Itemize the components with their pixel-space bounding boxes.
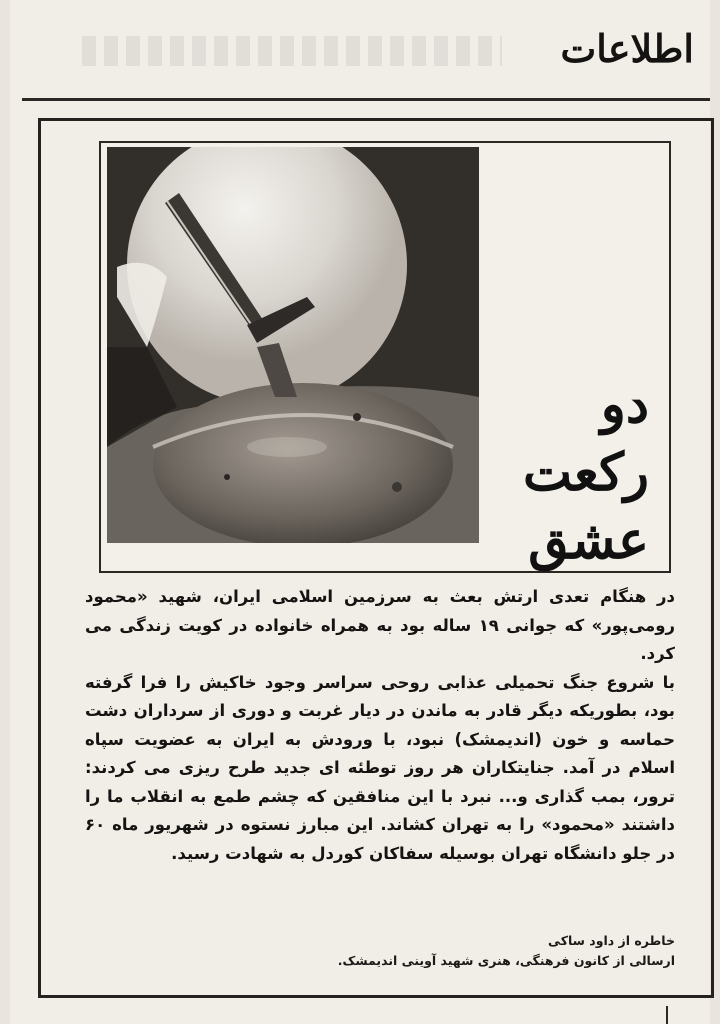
credits [85,931,675,971]
masthead [22,6,710,101]
newspaper-clipping [10,0,710,1024]
article-paragraph: در هنگام تعدی ارتش بعث به سرزمین اسلامی ایران، شهید «محمود رومی‌پور» که جوانی ۱۹ ساله بود به همراه خانواده در کویت زندگی می کرد. [85,587,675,663]
photo-box [99,141,671,573]
column-rule [666,1006,668,1024]
newspaper-title: اطلاعات [560,26,694,71]
bleed-through-text [82,36,502,66]
headline-line-3: عشق [528,510,649,571]
sender-credit: ارسالی از کانون فرهنگی، هنری شهید آوینی اندیمشک. [337,953,675,968]
memoir-credit: خاطره از داود ساکی [548,933,675,948]
article-body [85,583,675,868]
article-paragraph: با شروع جنگ تحمیلی عذابی روحی سراسر وجود خاکیش را فرا گرفته بود، بطوریکه دیگر قادر به ماندن در دیار غربت و دوری از سرداران دشت حماسه و خون (اندیمشک) نبود، با ورودش به ایران به عضویت سپاه اسلام در آمد. جنایتکاران هر روز توطئه ای جدید طرح ریزی می کردند: ترور، بمب گذاری و... نبرد با این منافقین که چشم طمع به انقلاب ما را داشتند «محمود» را به تهران کشاند. این مبارز نستوه در شهریور ماه ۶۰ در جلو دانشگاه تهران بوسیله سفاکان کوردل به شهادت رسید. [85,672,675,863]
article-frame [38,118,714,998]
headline-line-2: رکعت [522,442,649,503]
headline [479,371,649,575]
helmet-rifle-photo [107,147,479,543]
headline-line-1: دو [600,374,649,435]
